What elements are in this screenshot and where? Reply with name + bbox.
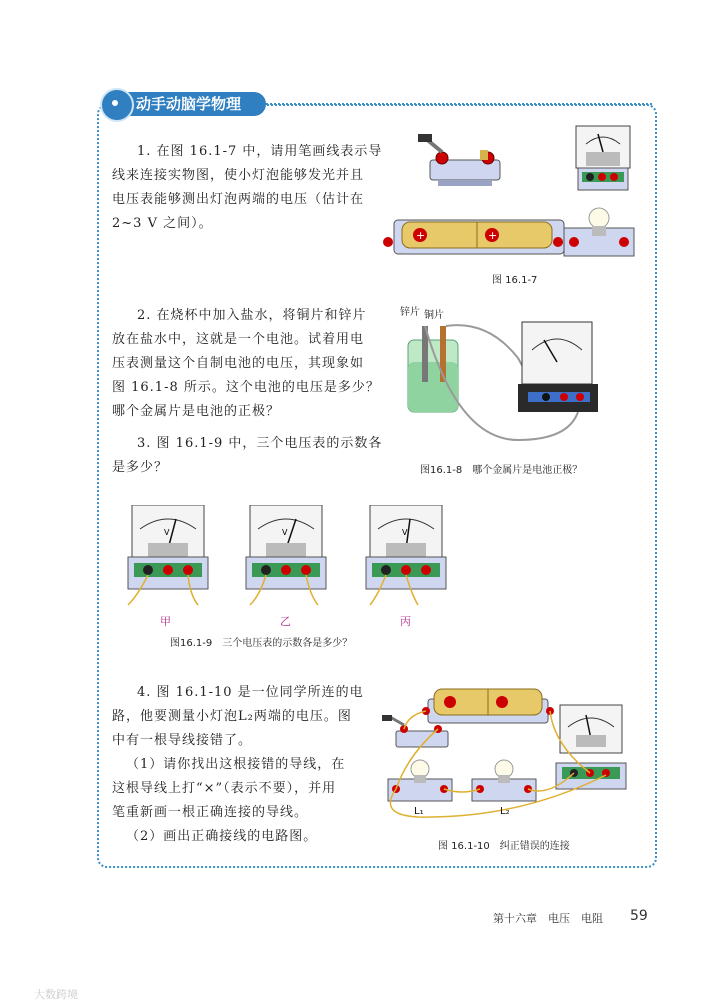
q4-line-5: 这根导线上打“×”（表示不要），并用 xyxy=(112,781,337,796)
q1-line-2: 线来连接实物图，使小灯泡能够发光并且 xyxy=(112,168,365,183)
voltmeter-icon xyxy=(556,705,626,789)
q4-line-4: （1）请你找出这根接错的导线，在 xyxy=(126,757,346,772)
voltmeter-jia-icon xyxy=(128,505,208,605)
meter-label-jia: 甲 xyxy=(160,615,171,628)
q4-line-1: 4. 图 16.1-10 是一位同学所连的电 xyxy=(137,685,364,700)
header-divider xyxy=(266,103,652,105)
meter-label-yi: 乙 xyxy=(280,615,291,628)
zinc-label: 锌片 xyxy=(400,307,420,318)
bulb-l2-icon xyxy=(472,760,536,801)
q2-line-1: 2. 在烧杯中加入盐水，将铜片和锌片 xyxy=(137,308,367,323)
copper-label: 铜片 xyxy=(424,310,444,321)
l1-label: L₁ xyxy=(414,806,424,817)
watermark: 大数跨境 xyxy=(34,988,78,1001)
q1-line-4: 2~3 V 之间）。 xyxy=(112,216,213,231)
q4-line-6: 笔重新画一根正确连接的导线。 xyxy=(112,805,309,820)
bulb-l1-icon xyxy=(388,760,452,801)
figure-16-1-7 xyxy=(380,122,650,272)
q2-line-3: 压表测量这个自制电池的电压，其现象如 xyxy=(112,356,365,371)
figure-16-1-9-caption: 图16.1-9 三个电压表的示数各是多少？ xyxy=(170,638,353,649)
section-badge-ring xyxy=(109,97,121,109)
figure-16-1-9 xyxy=(112,505,457,610)
saltwater-beaker-icon xyxy=(408,326,458,412)
svg-text:+: + xyxy=(488,229,498,242)
chapter-footer: 第十六章 电压 电阻 xyxy=(493,912,603,925)
battery-pack-icon xyxy=(383,220,564,254)
section-title: 动手动脑学物理 xyxy=(126,92,266,116)
q1-line-1: 1. 在图 16.1-7 中，请用笔画线表示导 xyxy=(137,144,383,159)
figure-16-1-8 xyxy=(398,300,608,460)
voltmeter-icon xyxy=(518,322,598,412)
q1-line-3: 电压表能够测出灯泡两端的电压（估计在 xyxy=(112,192,365,207)
voltmeter-icon xyxy=(576,126,630,190)
light-bulb-icon xyxy=(564,208,634,256)
svg-text:+: + xyxy=(416,229,426,242)
figure-16-1-10-caption: 图 16.1-10 纠正错误的连接 xyxy=(438,841,570,852)
q4-line-7: （2）画出正确接线的电路图。 xyxy=(126,829,318,844)
q4-line-3: 中有一根导线接错了。 xyxy=(112,733,253,748)
figure-16-1-8-caption: 图16.1-8 哪个金属片是电池正极？ xyxy=(420,465,583,476)
page-number: 59 xyxy=(630,908,648,924)
voltmeter-yi-icon xyxy=(246,505,326,605)
svg-text:V: V xyxy=(402,528,408,537)
knife-switch-icon xyxy=(418,134,500,186)
q2-line-2: 放在盐水中，这就是一个电池。试着用电 xyxy=(112,332,365,347)
q2-line-4: 图 16.1-8 所示。这个电池的电压是多少？ xyxy=(112,380,380,395)
voltmeter-bing-icon xyxy=(366,505,446,605)
meter-label-bing: 丙 xyxy=(400,615,411,628)
figure-16-1-10 xyxy=(378,685,643,820)
q2-line-5: 哪个金属片是电池的正极？ xyxy=(112,404,281,419)
svg-text:V: V xyxy=(282,528,288,537)
q3-line-2: 是多少？ xyxy=(112,460,169,475)
battery-pack-icon xyxy=(422,689,554,723)
l2-label: L₂ xyxy=(500,806,510,817)
q3-line-1: 3. 图 16.1-9 中，三个电压表的示数各 xyxy=(137,436,383,451)
figure-16-1-7-caption: 图 16.1-7 xyxy=(492,275,538,286)
q4-line-2: 路，他要测量小灯泡L₂两端的电压。图 xyxy=(112,709,352,724)
svg-text:V: V xyxy=(164,528,170,537)
